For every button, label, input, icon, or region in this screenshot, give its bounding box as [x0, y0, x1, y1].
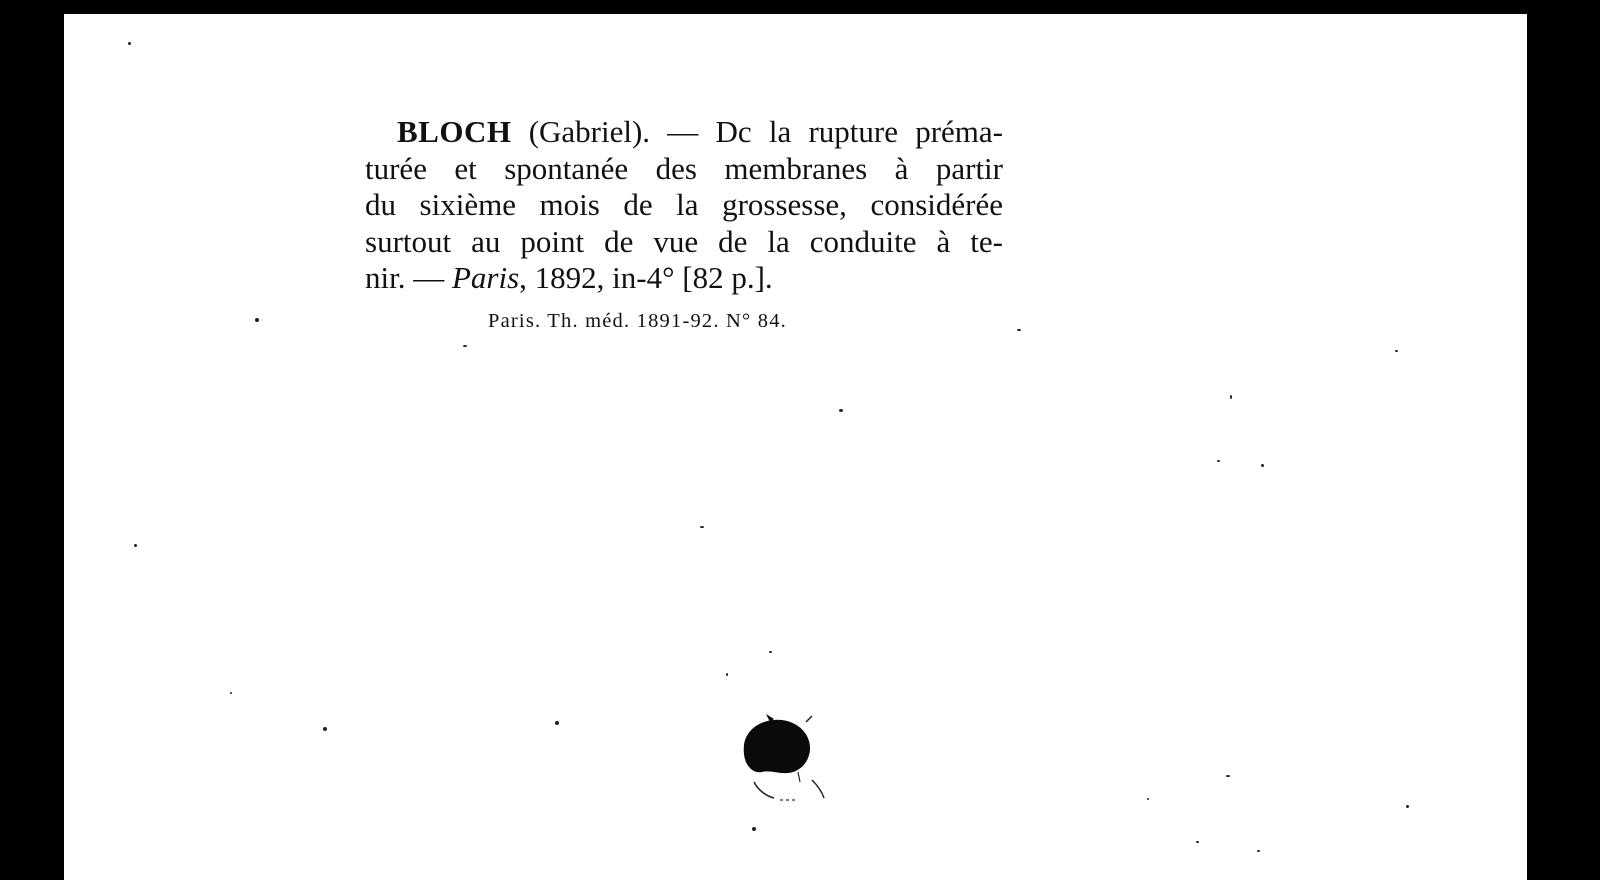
- scan-speck: [255, 318, 259, 322]
- scan-speck: [1147, 798, 1149, 800]
- scan-speck: [1017, 329, 1021, 331]
- scan-speck: [1257, 850, 1260, 852]
- scan-speck: [700, 526, 704, 528]
- entry-line-5: [365, 260, 1003, 297]
- author-given-name: (Gabriel).: [528, 114, 651, 149]
- scan-speck: [752, 827, 756, 831]
- entry-line-4: surtout au point de vue de la conduite à te-: [365, 223, 1003, 259]
- thesis-note: Paris. Th. méd. 1891-92. N° 84.: [488, 310, 787, 332]
- scan-speck: [1230, 395, 1232, 399]
- publication-details: , 1892, in-4° [82 p.].: [519, 260, 773, 295]
- scan-speck: [769, 651, 772, 653]
- scan-speck: [726, 673, 728, 676]
- scan-speck: [555, 721, 559, 725]
- scan-top-border: [0, 0, 1600, 14]
- scan-speck: [839, 409, 843, 412]
- ink-blot: [736, 710, 846, 820]
- scan-speck: [128, 42, 131, 45]
- scan-speck: [1406, 805, 1409, 808]
- scan-speck: [134, 544, 137, 547]
- scan-speck: [230, 692, 232, 694]
- publication-separator: nir. —: [365, 260, 445, 295]
- scan-speck: [1226, 775, 1230, 777]
- entry-line-3: du sixième mois de la grossesse, considérée: [365, 187, 1003, 222]
- entry-line-1: [365, 114, 1003, 151]
- scan-speck: [1217, 460, 1220, 462]
- publication-place: Paris: [451, 260, 520, 295]
- scan-speck: [463, 345, 467, 347]
- bibliographic-entry: [365, 114, 1003, 297]
- title-part-1: — Dc la rupture préma-: [667, 114, 1004, 149]
- author-surname: BLOCH: [397, 114, 512, 149]
- entry-line-2: turée et spontanée des membranes à partir: [365, 150, 1003, 186]
- scan-speck: [1196, 841, 1199, 843]
- scan-speck: [323, 727, 327, 731]
- catalog-card: [64, 14, 1527, 880]
- scan-speck: [1261, 464, 1264, 467]
- scan-speck: [1395, 350, 1398, 352]
